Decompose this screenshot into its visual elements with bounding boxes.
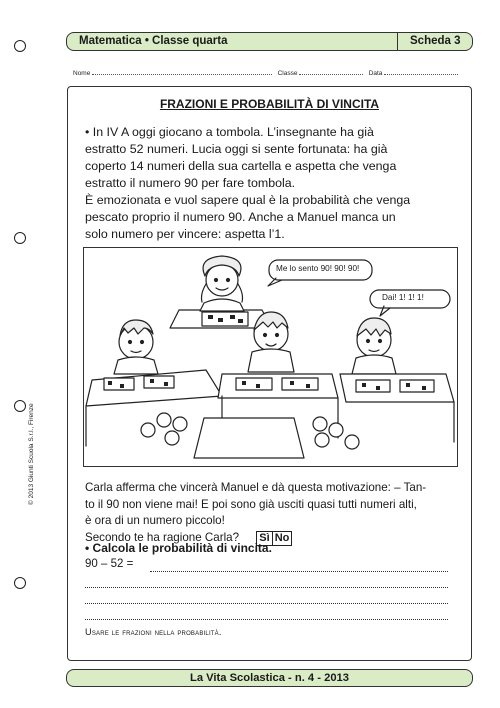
answer-line[interactable] [85,587,448,588]
no-option[interactable]: No [273,531,293,546]
question-text: Secondo te ha ragione Carla? [85,530,240,544]
problem-line: • In IV A oggi giocano a tombola. L’insegnante ha già [85,125,374,139]
yes-option[interactable]: Sì [256,531,272,546]
binder-hole [14,400,26,412]
binder-hole [14,577,26,589]
binder-hole [14,232,26,244]
subject-label: Matematica • Classe quarta [79,35,228,47]
header-bar [66,32,473,51]
sheet-label: Scheda 3 [410,35,461,47]
header-divider [397,33,398,50]
carla-line: Carla afferma che vincerà Manuel e dà questa motivazione: – Tan- [85,481,427,494]
exercise-card [67,86,472,661]
date-label: Data [368,70,383,77]
answer-line[interactable] [85,603,448,604]
name-label: Nome [73,70,91,77]
calc-instruction: • Calcola le probabilità di vincita. [85,541,272,555]
equation-label: 90 – 52 = [85,558,134,570]
carla-line: to il 90 non viene mai! E poi sono già usciti quasi tutti numeri alti, [85,497,417,511]
boy-speech-bubble: Dai! 1! 1! 1! [382,293,424,302]
problem-line: estratto 52 numeri. Lucia oggi si sente fortunata: ha già [85,142,388,156]
problem-line: solo numero per vincere: aspetta l’1. [85,227,285,241]
footer-bar: La Vita Scolastica - n. 4 - 2013 [66,669,473,687]
problem-line: È emozionata e vuol sapere qual è la probabilità che venga [85,193,411,207]
exercise-title: FRAZIONI E PROBABILITÀ DI VINCITA [159,97,380,111]
copyright-credit: © 2013 Giunti Scuola S.r.l., Firenze [28,403,35,505]
problem-text [85,124,465,243]
answer-line[interactable] [150,571,448,572]
binder-hole [14,40,26,52]
name-field[interactable] [92,68,272,75]
answer-line[interactable] [85,619,448,620]
problem-line: pescato proprio il numero 90. Anche a Manuel manca un [85,210,396,224]
problem-line: coperto 14 numeri della sua cartella e aspetta che venga [85,159,397,173]
classroom-illustration [83,247,458,467]
student-fields [73,68,458,77]
carla-text [85,480,465,546]
class-field[interactable] [299,68,363,75]
hint-text: Usare le frazioni nella probabilità. [85,627,222,637]
class-label: Classe [277,70,298,77]
date-field[interactable] [384,68,458,75]
carla-line: è ora di un numero piccolo! [85,514,225,527]
girl-speech-bubble: Me lo sento 90! 90! 90! [276,264,360,273]
problem-line: estratto il numero 90 per fare tombola. [85,176,296,190]
